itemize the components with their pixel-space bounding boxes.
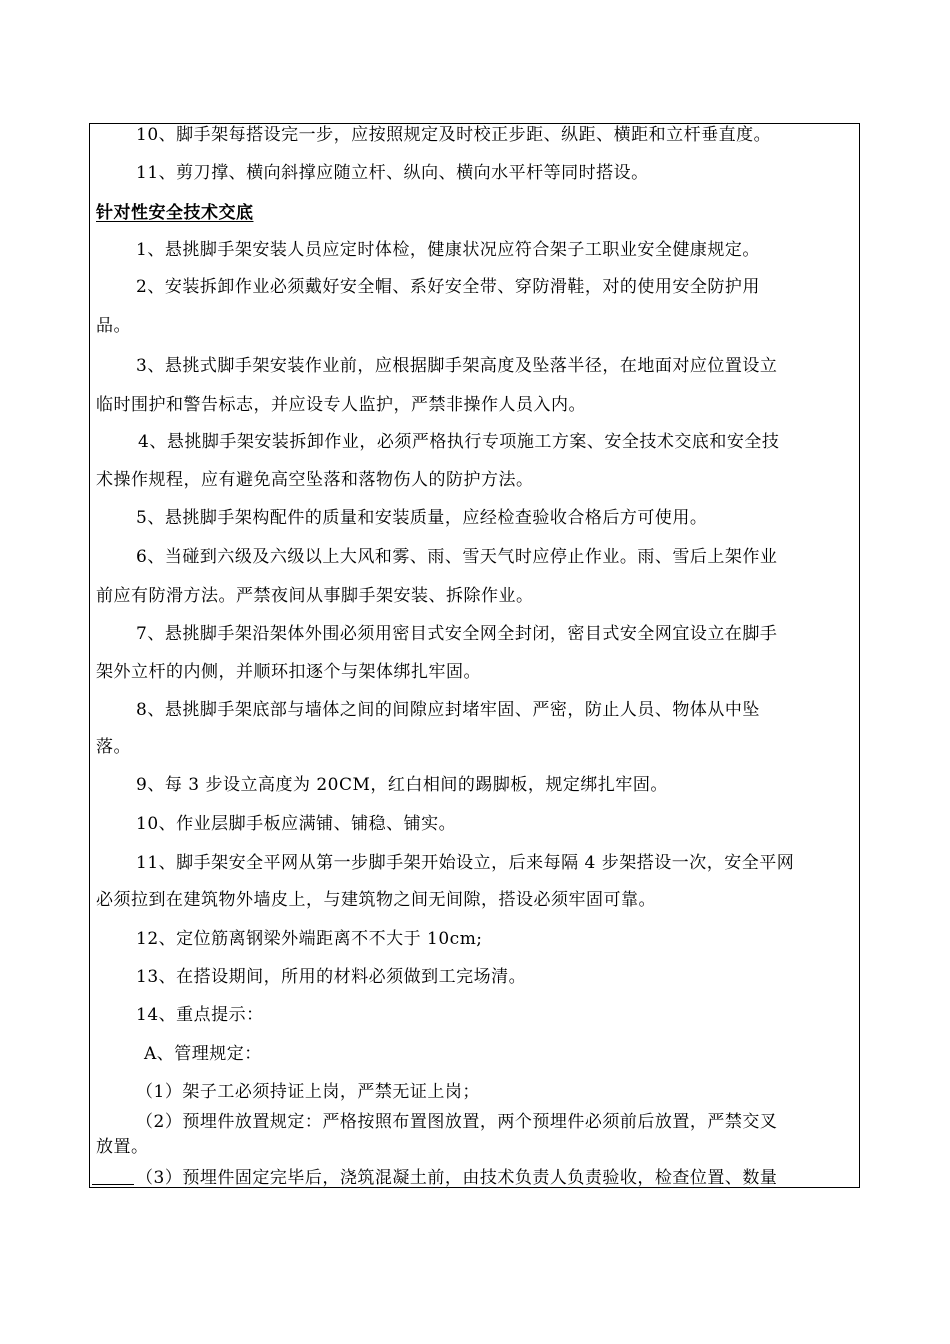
text-line: 6、当碰到六级及六级以上大风和雾、雨、雪天气时应停止作业。雨、雪后上架作业 <box>136 547 778 567</box>
text-line: 放置。 <box>96 1137 149 1157</box>
text-line: 临时围护和警告标志，并应设专人监护，严禁非操作人员入内。 <box>96 395 586 415</box>
text-line: 4、悬挑脚手架安装拆卸作业，必须严格执行专项施工方案、安全技术交底和安全技 <box>138 432 780 452</box>
text-line: 11、脚手架安全平网从第一步脚手架开始设立，后来每隔 4 步架搭设一次，安全平网 <box>136 853 795 873</box>
text-line: 9、每 3 步设立高度为 20CM，红白相间的踢脚板，规定绑扎牢固。 <box>136 775 668 795</box>
text-line: 前应有防滑方法。严禁夜间从事脚手架安装、拆除作业。 <box>96 586 534 606</box>
text-line: A、管理规定： <box>144 1044 262 1064</box>
text-line: 5、悬挑脚手架构配件的质量和安装质量，应经检查验收合格后方可使用。 <box>136 508 708 528</box>
text-line: 架外立杆的内侧，并顺环扣逐个与架体绑扎牢固。 <box>96 662 481 682</box>
text-line: （2）预埋件放置规定：严格按照布置图放置，两个预埋件必须前后放置，严禁交叉 <box>136 1112 778 1132</box>
text-line: 3、悬挑式脚手架安装作业前，应根据脚手架高度及坠落半径，在地面对应位置设立 <box>136 356 778 376</box>
text-line: 落。 <box>96 737 131 757</box>
text-line: 11、剪刀撑、横向斜撑应随立杆、纵向、横向水平杆等同时搭设。 <box>136 163 649 183</box>
text-line: 13、在搭设期间，所用的材料必须做到工完场清。 <box>136 967 527 987</box>
text-line: 10、脚手架每搭设完一步，应按照规定及时校正步距、纵距、横距和立杆垂直度。 <box>136 125 772 145</box>
text-line: 10、作业层脚手板应满铺、铺稳、铺实。 <box>136 814 457 834</box>
text-line: 2、安装拆卸作业必须戴好安全帽、系好安全带、穿防滑鞋，对的使用安全防护用 <box>136 277 760 297</box>
section-heading: 针对性安全技术交底 <box>96 203 254 223</box>
text-line: 1、悬挑脚手架安装人员应定时体检，健康状况应符合架子工职业安全健康规定。 <box>136 240 760 260</box>
text-line: 7、悬挑脚手架沿架体外围必须用密目式安全网全封闭，密目式安全网宜设立在脚手 <box>136 624 778 644</box>
text-line: 12、定位筋离钢梁外端距离不不大于 10cm; <box>136 929 483 949</box>
text-line: 14、重点提示： <box>136 1005 264 1025</box>
text-line: 必须拉到在建筑物外墙皮上，与建筑物之间无间隙，搭设必须牢固可靠。 <box>96 890 656 910</box>
text-line: （1）架子工必须持证上岗，严禁无证上岗； <box>136 1082 480 1102</box>
indent-underline <box>92 1184 134 1185</box>
text-line: 品。 <box>96 316 131 336</box>
text-line: 术操作规程，应有避免高空坠落和落物伤人的防护方法。 <box>96 470 534 490</box>
text-line: 8、悬挑脚手架底部与墙体之间的间隙应封堵牢固、严密，防止人员、物体从中坠 <box>136 700 760 720</box>
text-line: （3）预埋件固定完毕后，浇筑混凝土前，由技术负责人负责验收，检查位置、数量 <box>136 1168 778 1188</box>
